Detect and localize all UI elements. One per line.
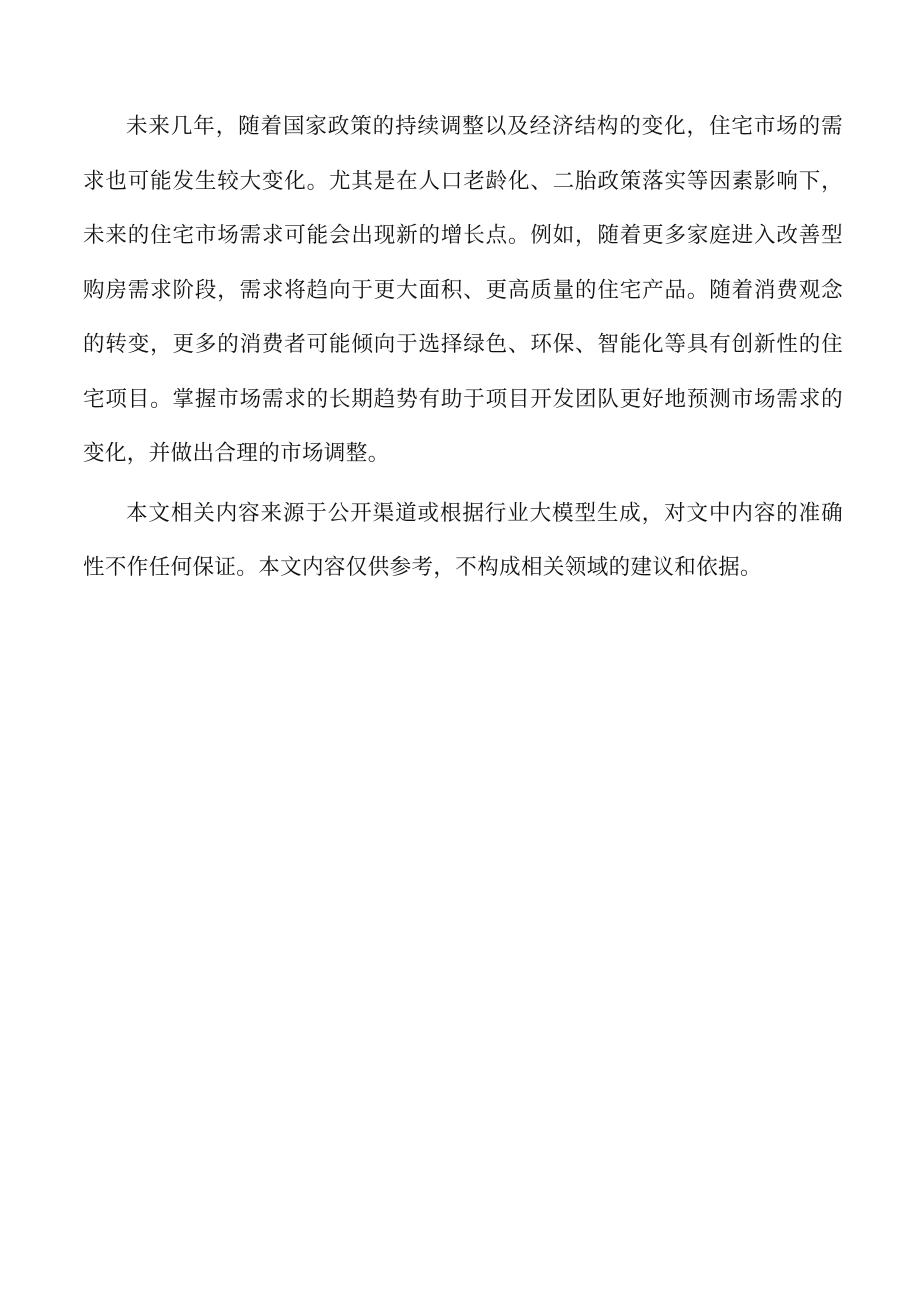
paragraph-disclaimer: 本文相关内容来源于公开渠道或根据行业大模型生成，对文中内容的准确性不作任何保证。本文内容仅供参考，不构成相关领域的建议和依据。 (83, 500, 843, 580)
document-body (83, 100, 843, 596)
paragraph-market-demand: 未来几年，随着国家政策的持续调整以及经济结构的变化，住宅市场的需求也可能发生较大变化。尤其是在人口老龄化、二胎政策落实等因素影响下，未来的住宅市场需求可能会出现新的增长点。例如，随着更多家庭进入改善型购房需求阶段，需求将趋向于更大面积、更高质量的住宅产品。随着消费观念的转变，更多的消费者可能倾向于选择绿色、环保、智能化等具有创新性的住宅项目。掌握市场需求的长期趋势有助于项目开发团队更好地预测市场需求的变化，并做出合理的市场调整。 (83, 114, 843, 466)
